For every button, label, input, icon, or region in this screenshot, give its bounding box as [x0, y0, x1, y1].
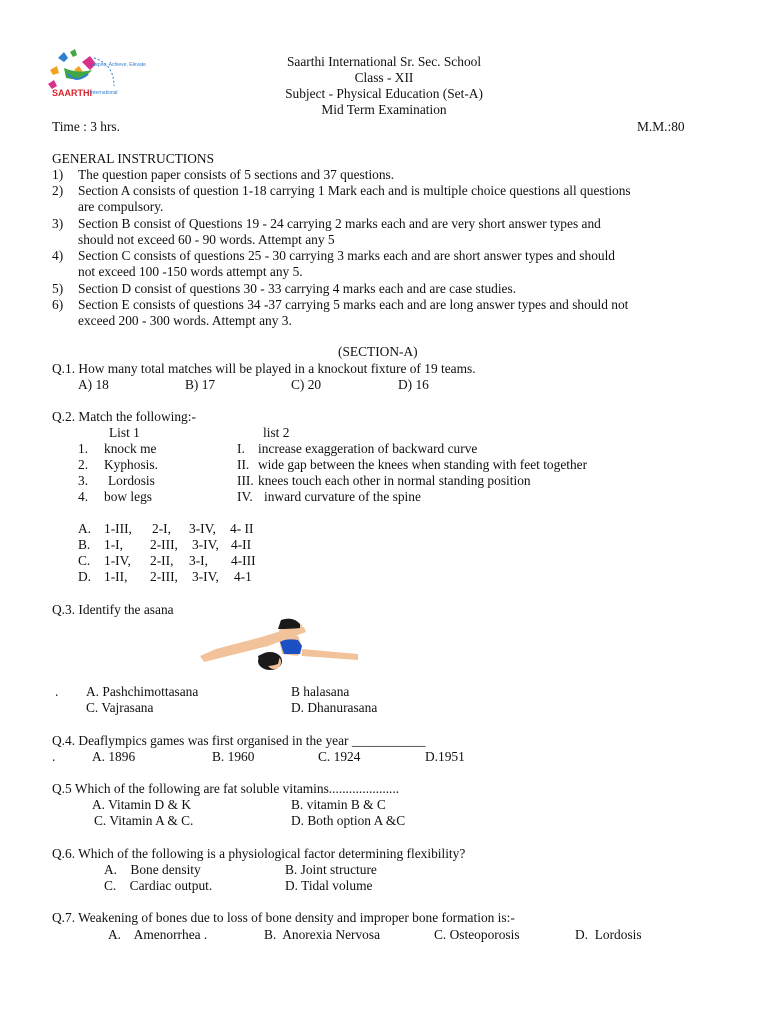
- option-part: 2-I,: [152, 521, 171, 536]
- option: B. vitamin B & C: [291, 797, 386, 812]
- match-number: 2.: [78, 457, 89, 472]
- match-roman: IV.: [237, 489, 253, 504]
- option-part: 3-IV,: [192, 537, 219, 552]
- instruction-text: are compulsory.: [78, 199, 164, 214]
- match-number: 4.: [78, 489, 89, 504]
- option-part: 4- II: [230, 521, 254, 536]
- option-label: D.: [78, 569, 92, 584]
- option-dot: .: [52, 749, 56, 764]
- option: B halasana: [291, 684, 350, 699]
- question-6-text: Q.6. Which of the following is a physiological factor determining flexibility?: [52, 846, 466, 861]
- logo-brand-suffix: International: [90, 90, 118, 96]
- question-7-text: Q.7. Weakening of bones due to loss of bone density and improper bone formation is:-: [52, 910, 515, 925]
- match-item: bow legs: [104, 489, 152, 504]
- option: A. Amenorrhea .: [108, 927, 208, 942]
- question-3-text: Q.3. Identify the asana: [52, 602, 174, 617]
- question-5-text: Q.5 Which of the following are fat soluble vitamins.....................: [52, 781, 400, 796]
- option: C) 20: [291, 377, 322, 392]
- class-title: Class - XII: [354, 70, 414, 85]
- option: C. Cardiac output.: [104, 878, 213, 893]
- match-number: 1.: [78, 441, 89, 456]
- option-part: 3-IV,: [189, 521, 216, 536]
- match-roman: II.: [237, 457, 250, 472]
- option-part: 2-III,: [150, 537, 178, 552]
- instruction-text: exceed 200 - 300 words. Attempt any 3.: [78, 313, 292, 328]
- exam-title: Mid Term Examination: [321, 102, 447, 117]
- option: B. 1960: [212, 749, 255, 764]
- option: A) 18: [78, 377, 109, 392]
- option-part: 3-I,: [189, 553, 208, 568]
- option: C. Vitamin A & C.: [94, 813, 194, 828]
- option: D. Lordosis: [575, 927, 642, 942]
- option-part: 4-1: [234, 569, 252, 584]
- instructions-title: GENERAL INSTRUCTIONS: [52, 151, 215, 166]
- option-label: C.: [78, 553, 91, 568]
- instruction-text: Section E consists of questions 34 -37 carrying 5 marks each and are long answer types and should not: [78, 297, 629, 312]
- school-name: Saarthi International Sr. Sec. School: [286, 54, 482, 69]
- question-1-text: Q.1. How many total matches will be played in a knockout fixture of 19 teams.: [52, 361, 476, 376]
- option-dot: .: [55, 684, 59, 699]
- instruction-text: not exceed 100 -150 words attempt any 5.: [78, 264, 303, 279]
- option: D.1951: [425, 749, 465, 764]
- yoga-pose-icon: [198, 616, 360, 674]
- option-label: B.: [78, 537, 91, 552]
- option: A. Pashchimottasana: [86, 684, 199, 699]
- option: D. Dhanurasana: [291, 700, 378, 715]
- instruction-text: Section C consists of questions 25 - 30 carrying 3 marks each and are short answer types and should: [78, 248, 615, 263]
- match-description: inward curvature of the spine: [264, 489, 421, 504]
- option: B. Anorexia Nervosa: [264, 927, 381, 942]
- match-roman: I.: [237, 441, 245, 456]
- list-1-header: List 1: [109, 425, 140, 440]
- match-item: Lordosis: [108, 473, 155, 488]
- halasana-pose-illustration: [198, 616, 360, 674]
- option: D. Tidal volume: [285, 878, 373, 893]
- instruction-number: 5): [52, 281, 64, 296]
- option: A. Bone density: [104, 862, 201, 877]
- option: C. 1924: [318, 749, 361, 764]
- section-a-heading: (SECTION-A): [338, 344, 418, 359]
- option: D. Both option A &C: [291, 813, 406, 828]
- option-part: 1-IV,: [104, 553, 131, 568]
- instruction-text: The question paper consists of 5 sections and 37 questions.: [78, 167, 395, 182]
- option-part: 4-II: [231, 537, 252, 552]
- match-item: Kyphosis.: [104, 457, 158, 472]
- option-part: 2-II,: [150, 553, 174, 568]
- logo-tagline: Aspire, Achieve, Elevate: [92, 62, 146, 68]
- list-2-header: list 2: [263, 425, 290, 440]
- option: C. Osteoporosis: [434, 927, 520, 942]
- instruction-number: 4): [52, 248, 64, 263]
- option-part: 1-II,: [104, 569, 128, 584]
- option: A. Vitamin D & K: [92, 797, 192, 812]
- question-4-text: Q.4. Deaflympics games was first organised in the year ___________: [52, 733, 426, 748]
- option: A. 1896: [92, 749, 136, 764]
- option-part: 1-I,: [104, 537, 123, 552]
- match-number: 3.: [78, 473, 89, 488]
- option-part: 4-III: [231, 553, 256, 568]
- option-part: 2-III,: [150, 569, 178, 584]
- instruction-number: 2): [52, 183, 64, 198]
- option-label: A.: [78, 521, 92, 536]
- option: B. Joint structure: [285, 862, 377, 877]
- match-description: knees touch each other in normal standing position: [258, 473, 531, 488]
- time-label: Time : 3 hrs.: [52, 119, 120, 134]
- instruction-text: Section A consists of question 1-18 carrying 1 Mark each and is multiple choice questions all questions: [78, 183, 631, 198]
- match-roman: III.: [237, 473, 254, 488]
- instruction-number: 6): [52, 297, 64, 312]
- option: D) 16: [398, 377, 429, 392]
- instruction-text: should not exceed 60 - 90 words. Attempt any 5: [78, 232, 335, 247]
- subject-title: Subject - Physical Education (Set-A): [285, 86, 483, 101]
- option: C. Vajrasana: [86, 700, 154, 715]
- instruction-number: 1): [52, 167, 64, 182]
- max-marks-label: M.M.:80: [637, 119, 685, 134]
- match-description: wide gap between the knees when standing with feet together: [258, 457, 588, 472]
- instruction-text: Section D consist of questions 30 - 33 carrying 4 marks each and are case studies.: [78, 281, 517, 296]
- option-part: 3-IV,: [192, 569, 219, 584]
- instruction-number: 3): [52, 216, 64, 231]
- instruction-text: Section B consist of Questions 19 - 24 carrying 2 marks each and are very short answer types and: [78, 216, 601, 231]
- question-2-text: Q.2. Match the following:-: [52, 409, 196, 424]
- option-part: 1-III,: [104, 521, 132, 536]
- option: B) 17: [185, 377, 216, 392]
- match-description: increase exaggeration of backward curve: [258, 441, 478, 456]
- logo-brand: SAARTHI: [52, 88, 92, 98]
- match-item: knock me: [104, 441, 157, 456]
